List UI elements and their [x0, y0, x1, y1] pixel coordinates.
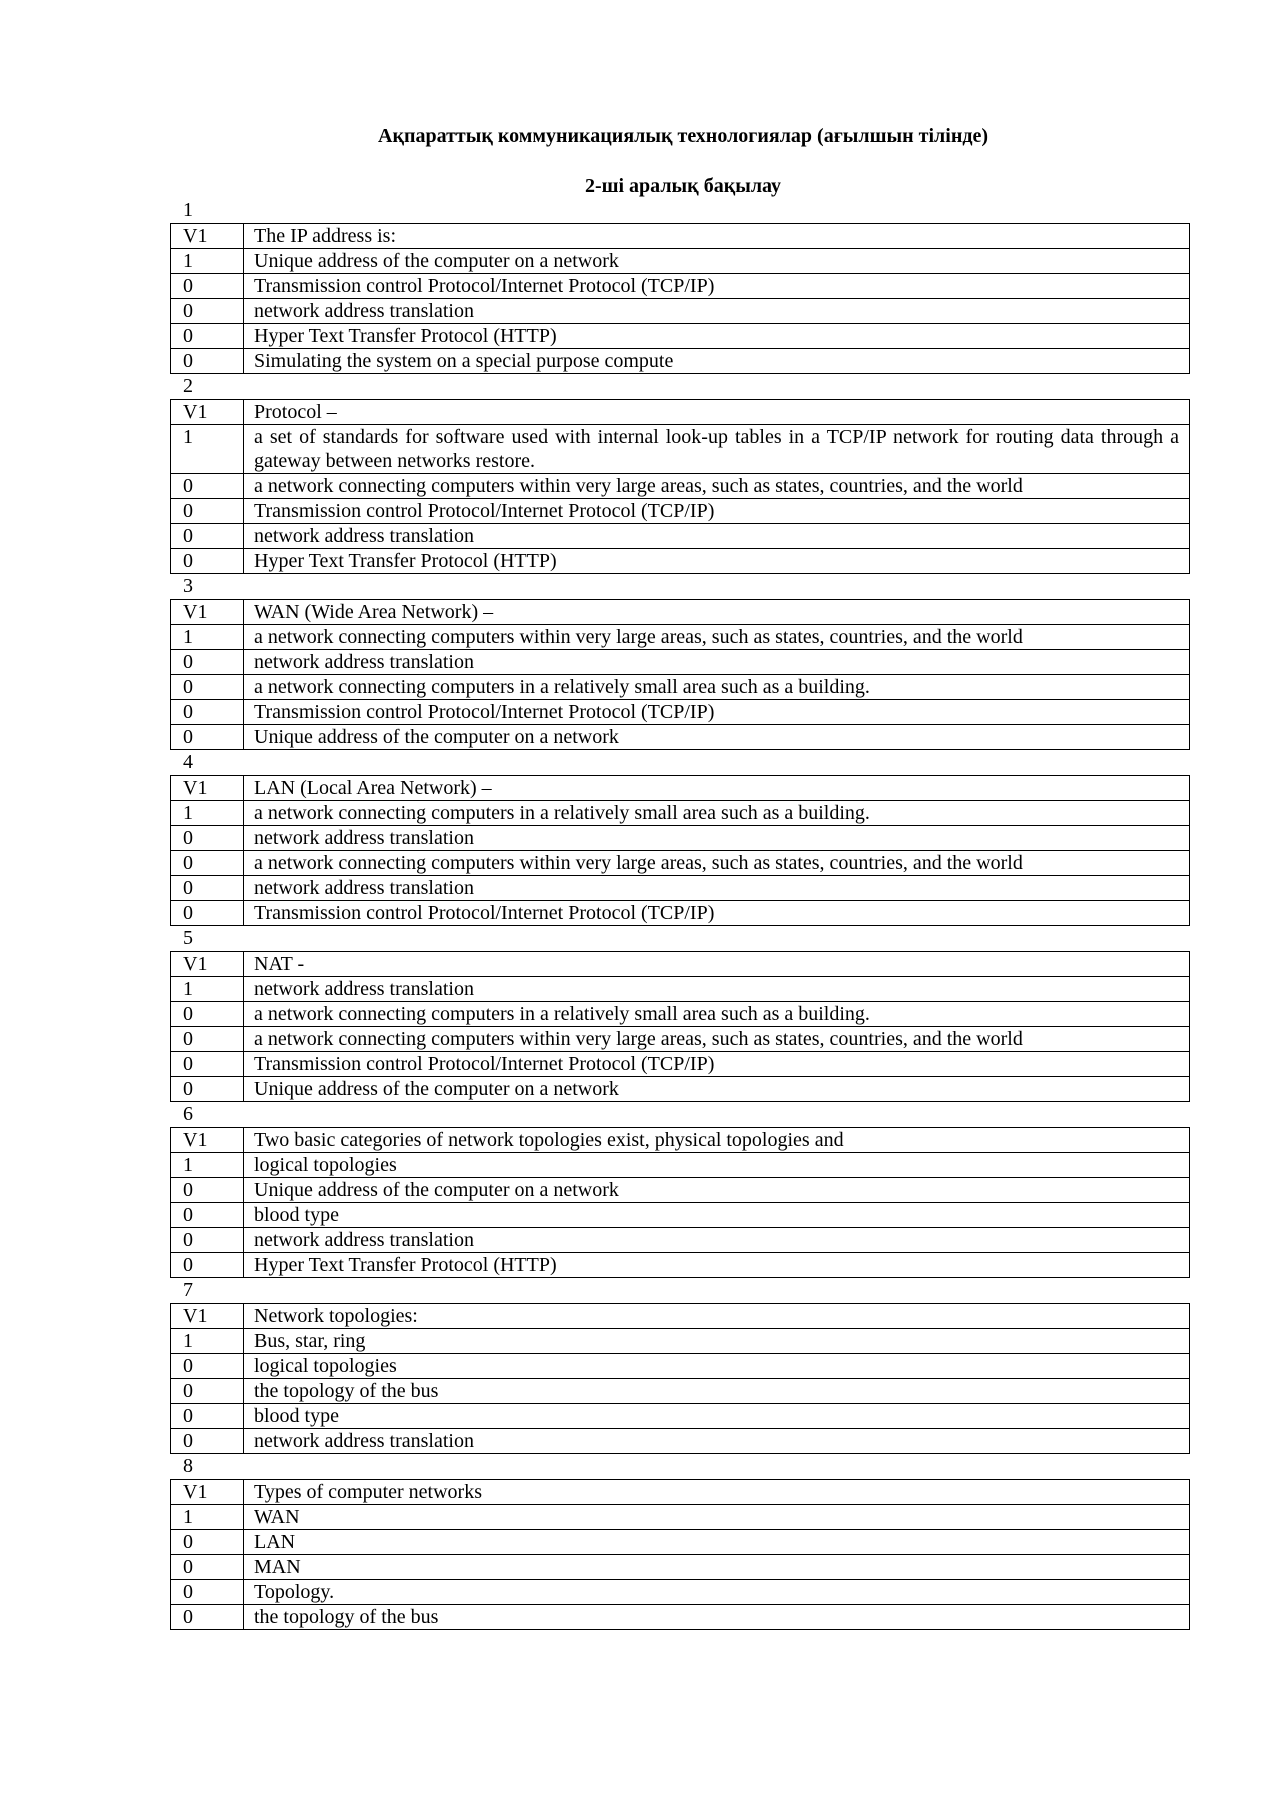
question-row	[171, 1480, 1190, 1505]
answer-row	[171, 549, 1190, 574]
answer-key: 0	[171, 1530, 244, 1555]
answer-text: network address translation	[244, 299, 1190, 324]
question-number: 8	[183, 1455, 193, 1477]
answer-row	[171, 1530, 1190, 1555]
answer-text: Unique address of the computer on a network	[244, 1178, 1190, 1203]
answer-row	[171, 1329, 1190, 1354]
answer-row	[171, 499, 1190, 524]
question-row	[171, 600, 1190, 625]
answer-text: Bus, star, ring	[244, 1329, 1190, 1354]
document-title: Ақпараттық коммуникациялық технологиялар (ағылшын тілінде)	[378, 125, 988, 147]
question-row	[171, 1304, 1190, 1329]
answer-key: 0	[171, 1178, 244, 1203]
answer-key: 0	[171, 274, 244, 299]
answer-row	[171, 249, 1190, 274]
answer-text: Hyper Text Transfer Protocol (HTTP)	[244, 549, 1190, 574]
answer-row	[171, 1429, 1190, 1454]
answer-key: 1	[171, 625, 244, 650]
question-table	[170, 1127, 1190, 1278]
answer-row	[171, 1253, 1190, 1278]
answer-text: network address translation	[244, 650, 1190, 675]
answer-row	[171, 876, 1190, 901]
answer-text: Transmission control Protocol/Internet Protocol (TCP/IP)	[244, 901, 1190, 926]
answer-key: 0	[171, 1605, 244, 1630]
answer-text: a network connecting computers in a relatively small area such as a building.	[244, 675, 1190, 700]
question-table	[170, 951, 1190, 1102]
answer-row	[171, 650, 1190, 675]
answer-row	[171, 801, 1190, 826]
answer-key: 0	[171, 1027, 244, 1052]
question-variant-key: V1	[171, 600, 244, 625]
answer-key: 0	[171, 700, 244, 725]
answer-row	[171, 474, 1190, 499]
answer-row	[171, 1002, 1190, 1027]
answer-row	[171, 349, 1190, 374]
question-number: 7	[183, 1279, 193, 1301]
answer-text: network address translation	[244, 1429, 1190, 1454]
answer-key: 0	[171, 1077, 244, 1102]
answer-key: 1	[171, 249, 244, 274]
answer-row	[171, 851, 1190, 876]
answer-key: 0	[171, 1404, 244, 1429]
question-number: 6	[183, 1103, 193, 1125]
question-row	[171, 224, 1190, 249]
answer-text: Transmission control Protocol/Internet Protocol (TCP/IP)	[244, 499, 1190, 524]
answer-text: Transmission control Protocol/Internet Protocol (TCP/IP)	[244, 700, 1190, 725]
answer-text: LAN	[244, 1530, 1190, 1555]
answer-row	[171, 1153, 1190, 1178]
answer-row	[171, 901, 1190, 926]
answer-key: 0	[171, 876, 244, 901]
question-table	[170, 599, 1190, 750]
answer-key: 0	[171, 1002, 244, 1027]
question-variant-key: V1	[171, 400, 244, 425]
question-variant-key: V1	[171, 1128, 244, 1153]
answer-row	[171, 1178, 1190, 1203]
answer-text: a network connecting computers within very large areas, such as states, countries, and the world	[244, 625, 1190, 650]
question-variant-key: V1	[171, 1480, 244, 1505]
question-variant-key: V1	[171, 224, 244, 249]
question-variant-key: V1	[171, 1304, 244, 1329]
answer-text: WAN	[244, 1505, 1190, 1530]
answer-key: 0	[171, 1354, 244, 1379]
answer-row	[171, 299, 1190, 324]
answer-text: a network connecting computers within very large areas, such as states, countries, and the world	[244, 474, 1190, 499]
answer-key: 0	[171, 349, 244, 374]
answer-row	[171, 1077, 1190, 1102]
answer-row	[171, 425, 1190, 474]
answer-text: a network connecting computers in a relatively small area such as a building.	[244, 801, 1190, 826]
answer-text: Transmission control Protocol/Internet Protocol (TCP/IP)	[244, 1052, 1190, 1077]
answer-key: 0	[171, 851, 244, 876]
answer-row	[171, 1404, 1190, 1429]
question-text: Protocol –	[244, 400, 1190, 425]
answer-text: logical topologies	[244, 1153, 1190, 1178]
answer-row	[171, 524, 1190, 549]
questions-container	[170, 198, 1190, 1630]
question-number: 2	[183, 375, 193, 397]
answer-key: 1	[171, 425, 244, 474]
answer-row	[171, 977, 1190, 1002]
answer-row	[171, 1052, 1190, 1077]
answer-key: 0	[171, 1580, 244, 1605]
answer-key: 0	[171, 1555, 244, 1580]
question-table	[170, 1479, 1190, 1630]
answer-row	[171, 675, 1190, 700]
answer-text: the topology of the bus	[244, 1379, 1190, 1404]
answer-row	[171, 1203, 1190, 1228]
question-text: LAN (Local Area Network) –	[244, 776, 1190, 801]
answer-text: network address translation	[244, 977, 1190, 1002]
answer-key: 1	[171, 801, 244, 826]
answer-key: 1	[171, 1153, 244, 1178]
question-number: 3	[183, 575, 193, 597]
question-row	[171, 400, 1190, 425]
answer-row	[171, 700, 1190, 725]
answer-row	[171, 1505, 1190, 1530]
answer-key: 0	[171, 901, 244, 926]
question-text: NAT -	[244, 952, 1190, 977]
answer-key: 0	[171, 826, 244, 851]
answer-row	[171, 1555, 1190, 1580]
answer-key: 0	[171, 1253, 244, 1278]
answer-text: the topology of the bus	[244, 1605, 1190, 1630]
question-text: Types of computer networks	[244, 1480, 1190, 1505]
answer-text: Unique address of the computer on a network	[244, 249, 1190, 274]
answer-key: 0	[171, 1203, 244, 1228]
answer-key: 0	[171, 324, 244, 349]
answer-key: 0	[171, 1429, 244, 1454]
answer-text: a network connecting computers within very large areas, such as states, countries, and the world	[244, 851, 1190, 876]
answer-text: Transmission control Protocol/Internet Protocol (TCP/IP)	[244, 274, 1190, 299]
document-subtitle: 2-ші аралық бақылау	[584, 175, 782, 197]
answer-row	[171, 826, 1190, 851]
answer-row	[171, 274, 1190, 299]
answer-key: 0	[171, 549, 244, 574]
question-text: Two basic categories of network topologies exist, physical topologies and	[244, 1128, 1190, 1153]
question-row	[171, 952, 1190, 977]
answer-text: network address translation	[244, 524, 1190, 549]
answer-text: Unique address of the computer on a network	[244, 1077, 1190, 1102]
answer-text: logical topologies	[244, 1354, 1190, 1379]
answer-text: blood type	[244, 1203, 1190, 1228]
question-table	[170, 223, 1190, 374]
answer-key: 0	[171, 1379, 244, 1404]
answer-key: 0	[171, 499, 244, 524]
answer-text: a network connecting computers within very large areas, such as states, countries, and the world	[244, 1027, 1190, 1052]
answer-row	[171, 1354, 1190, 1379]
answer-row	[171, 1605, 1190, 1630]
answer-row	[171, 1228, 1190, 1253]
answer-text: Unique address of the computer on a network	[244, 725, 1190, 750]
answer-row	[171, 625, 1190, 650]
answer-key: 0	[171, 1052, 244, 1077]
question-variant-key: V1	[171, 952, 244, 977]
answer-key: 1	[171, 1505, 244, 1530]
answer-text: blood type	[244, 1404, 1190, 1429]
question-text: The IP address is:	[244, 224, 1190, 249]
answer-row	[171, 1580, 1190, 1605]
answer-text: a network connecting computers in a relatively small area such as a building.	[244, 1002, 1190, 1027]
question-number: 1	[183, 199, 193, 221]
question-table	[170, 775, 1190, 926]
answer-text: a set of standards for software used with internal look-up tables in a TCP/IP network for routing data through a gateway between networks restore.	[244, 425, 1190, 474]
answer-key: 0	[171, 474, 244, 499]
question-number: 4	[183, 751, 193, 773]
question-row	[171, 1128, 1190, 1153]
answer-text: network address translation	[244, 1228, 1190, 1253]
answer-row	[171, 324, 1190, 349]
answer-text: Hyper Text Transfer Protocol (HTTP)	[244, 1253, 1190, 1278]
answer-key: 1	[171, 1329, 244, 1354]
answer-key: 0	[171, 650, 244, 675]
answer-row	[171, 725, 1190, 750]
question-table	[170, 399, 1190, 574]
answer-text: Simulating the system on a special purpose compute	[244, 349, 1190, 374]
answer-text: network address translation	[244, 826, 1190, 851]
answer-key: 0	[171, 524, 244, 549]
answer-text: Topology.	[244, 1580, 1190, 1605]
question-text: Network topologies:	[244, 1304, 1190, 1329]
question-variant-key: V1	[171, 776, 244, 801]
answer-key: 0	[171, 1228, 244, 1253]
answer-key: 0	[171, 725, 244, 750]
answer-text: MAN	[244, 1555, 1190, 1580]
answer-row	[171, 1379, 1190, 1404]
answer-key: 0	[171, 299, 244, 324]
answer-row	[171, 1027, 1190, 1052]
answer-text: Hyper Text Transfer Protocol (HTTP)	[244, 324, 1190, 349]
answer-text: network address translation	[244, 876, 1190, 901]
answer-key: 0	[171, 675, 244, 700]
question-text: WAN (Wide Area Network) –	[244, 600, 1190, 625]
answer-key: 1	[171, 977, 244, 1002]
question-number: 5	[183, 927, 193, 949]
question-table	[170, 1303, 1190, 1454]
question-row	[171, 776, 1190, 801]
